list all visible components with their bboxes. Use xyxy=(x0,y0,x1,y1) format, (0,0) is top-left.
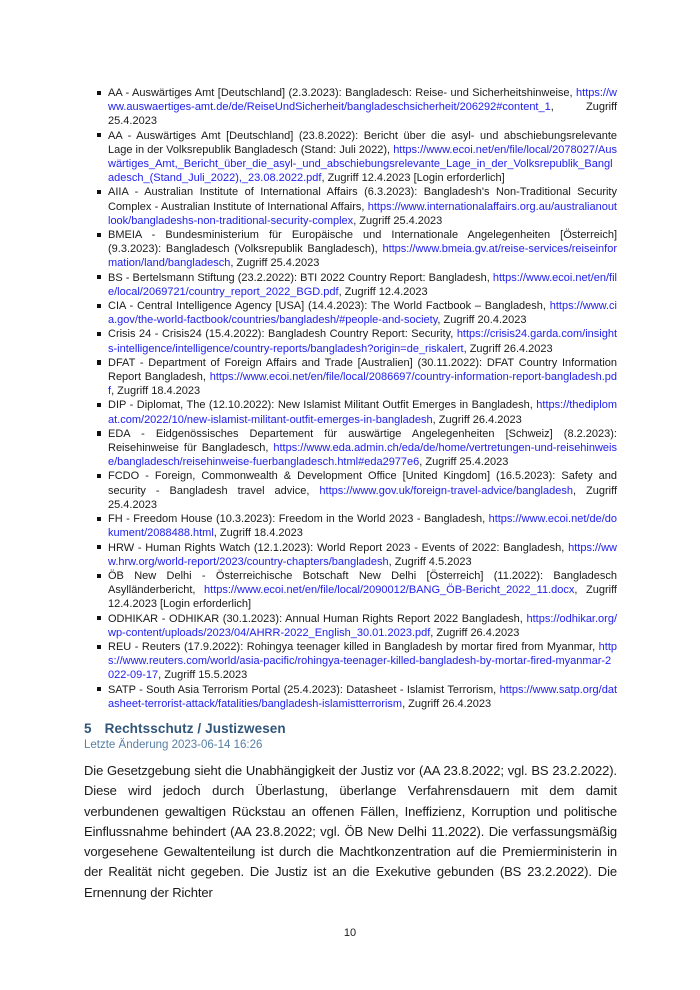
reference-text: , Zugriff 26.4.2023 xyxy=(432,413,522,426)
reference-text: , Zugriff 25.4.2023 xyxy=(108,101,617,128)
reference-link[interactable]: https://www.gov.uk/foreign-travel-advice/bangladesh xyxy=(319,484,573,497)
reference-text: , Zugriff 12.4.2023 [Login erforderlich] xyxy=(321,172,505,185)
reference-text: EDA - Eidgenössisches Departement für auswärtige Angelegenheiten [Schweiz] (8.2.2023): Reisehinweise für Bangladesch, xyxy=(108,427,617,455)
section-title: Rechtsschutz / Justizwesen xyxy=(104,720,286,736)
reference-text: , Zugriff 4.5.2023 xyxy=(388,555,472,568)
section-heading xyxy=(84,721,617,736)
reference-text: , Zugriff 12.4.2023 [Login erforderlich] xyxy=(108,584,617,611)
reference-link[interactable]: https://www.ecoi.net/de/dokument/2088488.html xyxy=(108,513,617,540)
reference-list xyxy=(97,86,617,711)
reference-item xyxy=(97,469,617,512)
reference-link[interactable]: https://www.ecoi.net/en/file/local/2069721/country_report_2022_BGD.pdf xyxy=(108,271,617,298)
bullet-square-icon xyxy=(97,574,101,578)
reference-link[interactable]: https://crisis24.garda.com/insights-intelligence/intelligence/country-reports/bangladesh?origin=de_riskalert xyxy=(108,328,617,355)
reference-item xyxy=(97,86,617,129)
reference-item xyxy=(97,398,617,426)
reference-item xyxy=(97,427,617,470)
reference-text: BS - Bertelsmann Stiftung (23.2.2022): BTI 2022 Country Report: Bangladesh, xyxy=(108,271,493,284)
bullet-square-icon xyxy=(97,616,101,620)
reference-text: , Zugriff 26.4.2023 xyxy=(463,342,553,355)
reference-text: REU - Reuters (17.9.2022): Rohingya teenager killed in Bangladesh by mortar fired from Myanmar, xyxy=(108,640,599,653)
reference-item xyxy=(97,129,617,186)
bullet-square-icon xyxy=(97,133,101,137)
bullet-square-icon xyxy=(97,517,101,521)
bullet-square-icon xyxy=(97,687,101,691)
bullet-square-icon xyxy=(97,431,101,435)
reference-text: ODHIKAR - ODHIKAR (30.1.2023): Annual Human Rights Report 2022 Bangladesh, xyxy=(108,612,527,625)
reference-text: CIA - Central Intelligence Agency [USA] (14.4.2023): The World Factbook – Bangladesh, xyxy=(108,300,550,313)
reference-text: AIIA - Australian Institute of International Affairs (6.3.2023): Bangladesh's Non-Traditional Security Complex - Australian Institute of International Affairs, xyxy=(108,186,617,213)
reference-text: ÖB New Delhi - Österreichische Botschaft New Delhi [Österreich] (11.2022): Bangladesch Asylländerbericht, xyxy=(108,569,617,597)
reference-link[interactable]: https://www.ecoi.net/en/file/local/2078027/Auswärtiges_Amt,_Bericht_über_die_asyl-_und_abschiebungsrelevante_Lage_in_der_Volksrepublik_Bangladesch_(Stand_Juli_2022),_23.08.2022.pdf xyxy=(108,143,617,185)
bullet-square-icon xyxy=(97,190,101,194)
reference-text: AA - Auswärtiges Amt [Deutschland] (2.3.2023): Bangladesch: Reise- und Sicherheitshinweise, xyxy=(108,87,577,99)
reference-item xyxy=(97,612,617,640)
bullet-square-icon xyxy=(97,360,101,364)
reference-item xyxy=(97,299,617,327)
reference-text: , Zugriff 20.4.2023 xyxy=(437,314,527,327)
reference-text: AA - Auswärtiges Amt [Deutschland] (23.8.2022): Bericht über die asyl- und abschiebungsrelevante Lage in der Volksrepublik Bangladesch (Stand: Juli 2022), xyxy=(108,129,617,156)
reference-text: FCDO - Foreign, Commonwealth & Development Office [United Kingdom] (16.5.2023): Safety and security - Bangladesh travel advice, xyxy=(108,470,617,497)
reference-link[interactable]: https://www.cia.gov/the-world-factbook/countries/bangladesh/#people-and-society xyxy=(108,300,617,327)
reference-text: BMEIA - Bundesministerium für Europäische und Internationale Angelegenheiten [Österreich] (9.3.2023): Bangladesch (Volksrepublik Bangladesch), xyxy=(108,229,617,256)
bullet-square-icon xyxy=(97,332,101,336)
reference-item xyxy=(97,271,617,299)
reference-item xyxy=(97,541,617,569)
last-change-note: Letzte Änderung 2023-06-14 16:26 xyxy=(84,738,263,751)
reference-text: , Zugriff 25.4.2023 xyxy=(230,257,320,270)
bullet-square-icon xyxy=(97,403,101,407)
reference-link[interactable]: https://www.ecoi.net/en/file/local/2086697/country-information-report-bangladesh.pdf xyxy=(108,371,617,398)
reference-text: DFAT - Department of Foreign Affairs and Trade [Australien] (30.11.2022): DFAT Country Information Report Bangladesh, xyxy=(108,356,617,384)
reference-link[interactable]: https://www.bmeia.gv.at/reise-services/reiseinformation/land/bangladesch xyxy=(108,243,617,270)
reference-item xyxy=(97,327,617,355)
reference-item xyxy=(97,185,617,228)
reference-text: , Zugriff 18.4.2023 xyxy=(213,527,303,540)
bullet-square-icon xyxy=(97,233,101,237)
page-number: 10 xyxy=(343,927,357,939)
bullet-square-icon xyxy=(97,645,101,649)
reference-link[interactable]: https://odhikar.org/wp-content/uploads/2023/04/AHRR-2022_English_30.01.2023.pdf xyxy=(108,612,617,639)
bullet-square-icon xyxy=(97,275,101,279)
reference-text: DIP - Diplomat, The (12.10.2022): New Islamist Militant Outfit Emerges in Bangladesh, xyxy=(108,399,537,412)
reference-text: FH - Freedom House (10.3.2023): Freedom in the World 2023 - Bangladesh, xyxy=(108,513,489,526)
reference-text: , Zugriff 26.4.2023 xyxy=(402,697,492,710)
bullet-square-icon xyxy=(97,304,101,308)
reference-text: , Zugriff 25.4.2023 xyxy=(419,456,509,469)
section-number: 5 xyxy=(84,720,92,736)
reference-link[interactable]: https://www.hrw.org/world-report/2023/country-chapters/bangladesh xyxy=(108,541,617,568)
reference-text: , Zugriff 25.4.2023 xyxy=(353,214,443,227)
bullet-square-icon xyxy=(97,474,101,478)
reference-link[interactable]: https://www.auswaertiges-amt.de/de/ReiseUndSicherheit/bangladeschsicherheit/206292#content_1 xyxy=(108,87,617,114)
bullet-square-icon xyxy=(97,545,101,549)
reference-link[interactable]: https://www.eda.admin.ch/eda/de/home/vertretungen-und-reisehinweise/bangladesch/reisehinweise-fuerbangladesch.html#eda2977e6 xyxy=(108,442,617,469)
reference-link[interactable]: https://www.internationalaffairs.org.au/australianoutlook/bangladeshs-non-traditional-security-complex xyxy=(108,200,617,227)
reference-text: , Zugriff 15.5.2023 xyxy=(158,669,248,682)
reference-item xyxy=(97,683,617,711)
reference-text: , Zugriff 18.4.2023 xyxy=(111,385,201,398)
reference-item xyxy=(97,569,617,612)
reference-link[interactable]: https://www.ecoi.net/en/file/local/2090012/BANG_ÖB-Bericht_2022_11.docx xyxy=(204,584,575,597)
reference-link[interactable]: https://www.reuters.com/world/asia-pacific/rohingya-teenager-killed-bangladesh-by-mortar-fired-myanmar-2022-09-17 xyxy=(108,640,617,682)
reference-link[interactable]: https://thediplomat.com/2022/10/new-islamist-militant-outfit-emerges-in-bangladesh xyxy=(108,399,617,426)
reference-text: , Zugriff 26.4.2023 xyxy=(430,626,520,639)
reference-text: Crisis 24 - Crisis24 (15.4.2022): Bangladesh Country Report: Security, xyxy=(108,328,457,341)
reference-text: HRW - Human Rights Watch (12.1.2023): World Report 2023 - Events of 2022: Bangladesh, xyxy=(108,541,569,554)
reference-item xyxy=(97,228,617,271)
reference-item xyxy=(97,640,617,683)
body-paragraph: Die Gesetzgebung sieht die Unabhängigkeit der Justiz vor (AA 23.8.2022; vgl. BS 23.2.2022). Diese wird jedoch durch Überlastung, überlange Verfahrensdauern mit dem damit verbundenen gewaltigen Rückstau an offenen Fällen, Ineffizienz, Korruption und politische Einflussnahme behindert (AA 23.8.2022; vgl. ÖB New Delhi 11.2022). Die verfassungsmäßig vorgesehene Gewaltenteilung ist durch die Machtkonzentration auf die Premierministerin in der Realität nicht gegeben. Die Justiz ist an die Exekutive gebunden (BS 23.2.2022). Die Ernennung der Richter xyxy=(84,762,617,900)
reference-item xyxy=(97,356,617,399)
reference-link[interactable]: https://www.satp.org/datasheet-terrorist-attack/fatalities/bangladesh-islamistterrorism xyxy=(108,683,617,710)
reference-text: , Zugriff 25.4.2023 xyxy=(108,484,617,511)
reference-text: , Zugriff 12.4.2023 xyxy=(338,285,428,298)
bullet-square-icon xyxy=(97,91,101,95)
reference-item xyxy=(97,512,617,540)
reference-text: SATP - South Asia Terrorism Portal (25.4.2023): Datasheet - Islamist Terrorism, xyxy=(108,683,500,696)
